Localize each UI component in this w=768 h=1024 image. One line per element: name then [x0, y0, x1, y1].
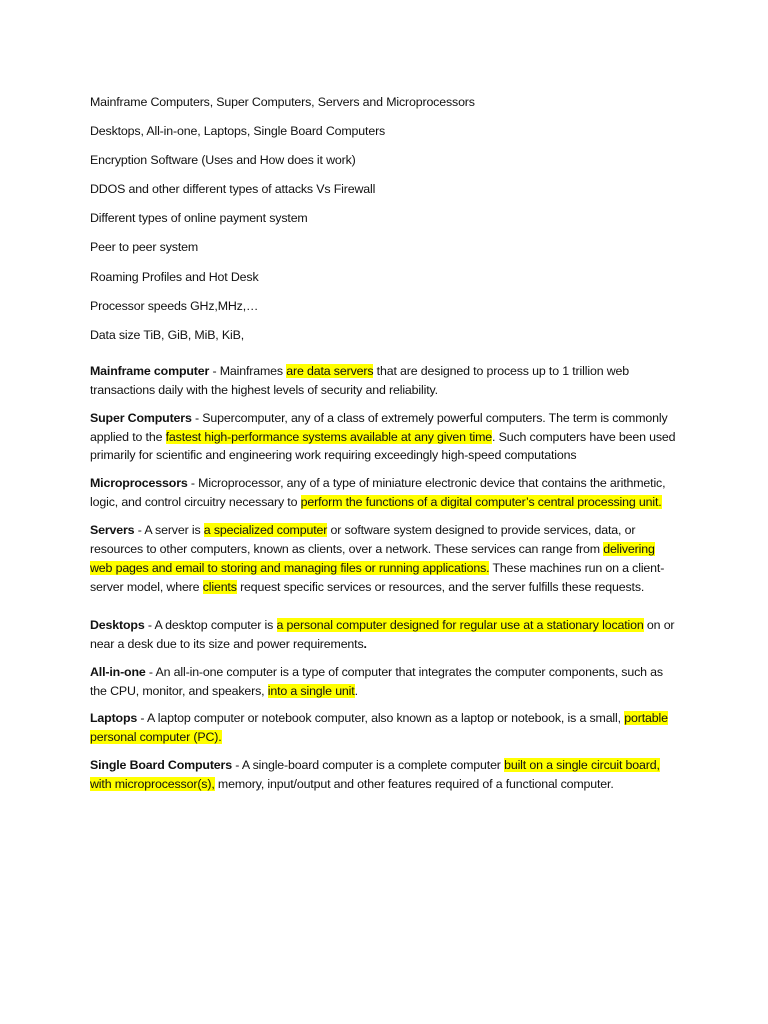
definition-text: on or near a desk due to its size and power requirements	[90, 617, 675, 651]
topic-item: Processor speeds GHz,MHz,…	[90, 298, 259, 313]
definition-servers	[90, 521, 680, 597]
topic-item: Desktops, All-in-one, Laptops, Single Board Computers	[90, 124, 386, 139]
definition-text: - A single-board computer is a complete computer	[231, 758, 505, 773]
highlighted-text: portable personal computer (PC).	[90, 711, 668, 745]
definition-supercomputers	[90, 409, 680, 466]
definition-text: - A laptop computer or notebook computer, also known as a laptop or notebook, is a small,	[137, 711, 625, 726]
definition-text: - Mainframes	[209, 363, 287, 378]
definition-single-board-computers	[90, 756, 680, 794]
definition-text: - A desktop computer is	[144, 617, 277, 632]
definition-term: Laptops	[90, 711, 138, 726]
definition-text: that are designed to process up to 1 trillion web transactions daily with the highest levels of security and reliability.	[90, 363, 630, 397]
definition-term: Super Computers	[90, 410, 192, 425]
highlighted-text: fastest high-performance systems available at any given time	[165, 429, 493, 444]
definition-mainframe	[90, 362, 680, 400]
definition-laptops	[90, 709, 680, 747]
topic-list	[90, 93, 680, 355]
definition-term: Microprocessors	[90, 476, 188, 491]
definition-all-in-one	[90, 663, 680, 701]
definition-text: or software system designed to provide services, data, or resources to other computers, known as clients, over a network. These services can range from	[90, 523, 636, 557]
definition-term: Single Board Computers	[90, 758, 232, 773]
definition-text: .	[363, 636, 367, 651]
topic-item: Mainframe Computers, Super Computers, Servers and Microprocessors	[90, 95, 475, 109]
highlighted-text: a specialized computer	[203, 523, 328, 538]
topic-item: Roaming Profiles and Hot Desk	[90, 269, 259, 284]
definition-text: . Such computers have been used primarily for scientific and engineering work requiring exceedingly high-speed computations	[90, 429, 676, 463]
document-page	[90, 93, 680, 803]
definition-desktops	[90, 616, 680, 654]
topic-item: Encryption Software (Uses and How does it work)	[90, 153, 356, 168]
definition-microprocessors	[90, 474, 680, 512]
topic-item: DDOS and other different types of attacks Vs Firewall	[90, 182, 376, 197]
highlighted-text: are data servers	[286, 363, 374, 378]
highlighted-text: into a single unit	[267, 683, 355, 698]
definition-text: - Microprocessor, any of a type of miniature electronic device that contains the arithmetic, logic, and control circuitry necessary to	[90, 476, 666, 510]
highlighted-text: perform the functions of a digital computer’s central processing unit.	[300, 495, 662, 510]
topic-item: Peer to peer system	[90, 240, 199, 255]
highlighted-text: built on a single circuit board, with microprocessor(s),	[90, 758, 660, 792]
definition-text: - Supercomputer, any of a class of extremely powerful computers. The term is commonly applied to the	[90, 410, 668, 444]
definition-term: Desktops	[90, 617, 145, 632]
highlighted-text: a personal computer designed for regular use at a stationary location	[276, 617, 644, 632]
definition-text: These machines run on a client-server model, where	[90, 561, 665, 594]
definition-term: Servers	[90, 523, 135, 538]
definition-text: request specific services or resources, and the server fulfills these requests.	[236, 579, 645, 594]
definition-text: memory, input/output and other features required of a functional computer.	[214, 777, 614, 792]
definition-text: - An all-in-one computer is a type of computer that integrates the computer components, such as the CPU, monitor, and speakers,	[90, 664, 663, 698]
highlighted-text: clients	[202, 579, 237, 594]
definition-term: All-in-one	[90, 664, 146, 679]
definition-text: - A server is	[134, 523, 204, 538]
topic-item: Data size TiB, GiB, MiB, KiB,	[90, 327, 245, 342]
definitions-section	[90, 362, 680, 794]
definition-text: .	[354, 683, 358, 698]
topic-item: Different types of online payment system	[90, 211, 308, 226]
definition-term: Mainframe computer	[90, 363, 210, 378]
highlighted-text: delivering web pages and email to storing and managing files or running applications.	[90, 542, 655, 575]
